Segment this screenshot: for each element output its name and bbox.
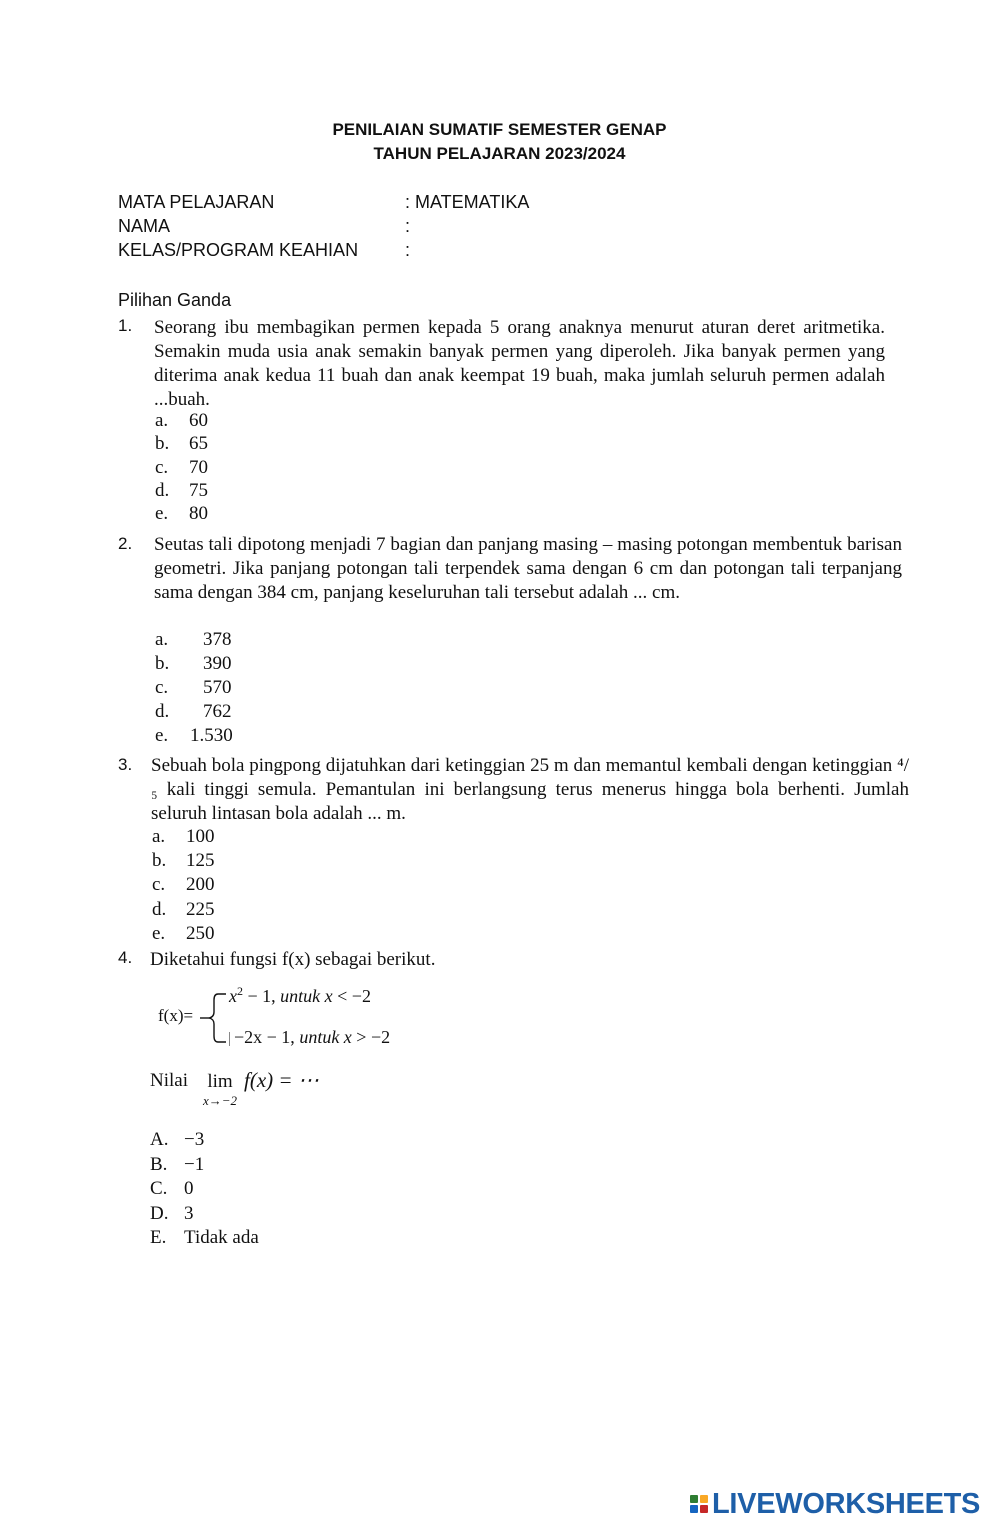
logo-square: [700, 1495, 708, 1503]
option-text: 3: [184, 1202, 194, 1224]
option-letter: a.: [155, 629, 169, 650]
answer-option[interactable]: [155, 456, 208, 479]
option-text: 75: [189, 479, 208, 501]
option-letter: c.: [152, 874, 166, 896]
liveworksheets-logo[interactable]: [690, 1488, 980, 1520]
option-text: 65: [189, 433, 208, 455]
answer-option[interactable]: [155, 676, 233, 700]
option-text: 378: [203, 629, 232, 650]
option-text: 125: [186, 850, 215, 872]
answer-option[interactable]: [155, 479, 208, 502]
exam-year: TAHUN PELAJARAN 2023/2024: [373, 144, 626, 163]
option-text: 200: [186, 874, 215, 896]
question-text: Seutas tali dipotong menjadi 7 bagian dan panjang masing – masing potongan membentuk barisan geometri. Jika panjang potongan tali terpendek sama dengan 6 cm dan potongan tali terpanjang sama dengan 384 cm, panjang keseluruhan tali tersebut adalah ... cm.: [154, 534, 902, 603]
option-text: 225: [186, 898, 215, 920]
option-text: 0: [184, 1178, 194, 1199]
option-letter: D.: [150, 1202, 169, 1224]
answer-option[interactable]: [155, 628, 233, 652]
question-text: Seorang ibu membagikan permen kepada 5 orang anaknya menurut aturan deret aritmetika. Semakin muda usia anak semakin banyak permen yang diperoleh. Jika banyak permen yang diterima anak kedua 11 buah dan anak keempat 19 buah, maka jumlah seluruh permen adalah ...buah.: [154, 317, 885, 410]
options-list: [155, 628, 233, 748]
answer-option[interactable]: [150, 1153, 259, 1178]
info-label: MATA PELAJARAN: [118, 192, 275, 212]
exam-title: PENILAIAN SUMATIF SEMESTER GENAP: [332, 120, 667, 139]
option-text: Tidak ada: [184, 1227, 259, 1248]
options-list: [150, 1128, 259, 1251]
option-text: 80: [189, 503, 208, 525]
option-text: 70: [189, 456, 208, 478]
case-exponent: 2: [237, 984, 243, 998]
info-row-subject: [118, 190, 529, 214]
answer-option[interactable]: [155, 409, 208, 432]
option-letter: e.: [152, 922, 166, 944]
question-number: 3.: [118, 755, 133, 774]
answer-option[interactable]: [152, 873, 215, 897]
option-letter: c.: [155, 456, 169, 478]
function-case-1: [229, 984, 371, 1007]
answer-option[interactable]: [150, 1177, 259, 1202]
option-letter: d.: [155, 479, 170, 501]
logo-square: [690, 1495, 698, 1503]
info-row-class: [118, 238, 410, 262]
info-value: :: [405, 216, 411, 236]
option-letter: a.: [152, 826, 166, 847]
case-condition: untuk x: [280, 986, 333, 1006]
info-value: : MATEMATIKA: [405, 192, 530, 212]
option-text: 100: [186, 826, 215, 847]
option-letter: A.: [150, 1129, 169, 1150]
option-text: 390: [203, 653, 232, 674]
case-rest: − 1,: [243, 986, 281, 1006]
option-letter: d.: [155, 701, 170, 722]
option-letter: E.: [150, 1227, 167, 1248]
option-text: 60: [189, 410, 208, 431]
answer-option[interactable]: [150, 1226, 259, 1251]
option-letter: C.: [150, 1178, 168, 1199]
options-list: [152, 825, 215, 946]
limit-operator: [200, 1070, 240, 1108]
option-text: 570: [203, 677, 232, 698]
answer-option[interactable]: [155, 502, 208, 525]
brand-name: LIVEWORKSHEETS: [712, 1488, 981, 1520]
answer-option[interactable]: [150, 1128, 259, 1153]
function-label: f(x)=: [158, 1006, 194, 1025]
option-letter: e.: [155, 503, 169, 525]
case-value: > −2: [351, 1027, 391, 1047]
limit-word: lim: [207, 1071, 233, 1092]
option-text: −3: [184, 1129, 205, 1150]
option-letter: B.: [150, 1153, 168, 1175]
brand-logo-icon: [690, 1495, 708, 1513]
info-row-name: [118, 214, 410, 238]
logo-square: [700, 1505, 708, 1513]
question-number: 1.: [118, 316, 133, 335]
option-text: 762: [203, 701, 232, 722]
answer-option[interactable]: [152, 825, 215, 849]
answer-option[interactable]: [155, 700, 233, 724]
option-letter: b.: [155, 653, 170, 674]
answer-option[interactable]: [152, 922, 215, 946]
limit-function: f(x) = ⋯: [244, 1068, 319, 1092]
piecewise-brace-icon: [198, 992, 230, 1046]
answer-option[interactable]: [155, 724, 233, 748]
question-text: Sebuah bola pingpong dijatuhkan dari ketinggian 25 m dan memantul kembali dengan ketinggian ⁴/₅ kali tinggi semula. Pemantulan ini berlangsung terus menerus hingga bola berhenti. Jumlah seluruh lintasan bola adalah ... m.: [151, 755, 909, 824]
case-expr: −2x − 1,: [234, 1027, 300, 1047]
section-title: Pilihan Ganda: [118, 290, 232, 310]
limit-prefix: Nilai: [150, 1070, 188, 1091]
limit-expression: [244, 1068, 319, 1093]
question-number: 4.: [118, 948, 133, 967]
option-letter: c.: [155, 677, 169, 698]
case-condition: untuk x: [299, 1027, 352, 1047]
question-number: 2.: [118, 534, 133, 553]
function-case-2: [234, 1027, 390, 1048]
info-label: NAMA: [118, 216, 171, 236]
info-label: KELAS/PROGRAM KEAHIAN: [118, 240, 359, 260]
answer-option[interactable]: [152, 898, 215, 922]
case-expr: x: [229, 986, 237, 1006]
logo-square: [690, 1505, 698, 1513]
limit-subscript: x→−2: [202, 1093, 238, 1108]
answer-option[interactable]: [150, 1202, 259, 1227]
option-letter: d.: [152, 898, 167, 920]
option-letter: e.: [155, 725, 169, 746]
option-letter: b.: [152, 850, 167, 872]
answer-option[interactable]: [152, 849, 215, 873]
question-text: Diketahui fungsi f(x) sebagai berikut.: [150, 949, 436, 970]
option-text: 250: [186, 922, 215, 944]
answer-option[interactable]: [155, 432, 208, 455]
option-letter: a.: [155, 410, 169, 431]
answer-option[interactable]: [155, 652, 233, 676]
option-text: 1.530: [190, 725, 233, 746]
info-value: :: [405, 240, 411, 260]
option-letter: b.: [155, 433, 170, 455]
case-value: < −2: [332, 986, 371, 1006]
option-text: −1: [184, 1153, 205, 1175]
options-list: [155, 409, 208, 525]
